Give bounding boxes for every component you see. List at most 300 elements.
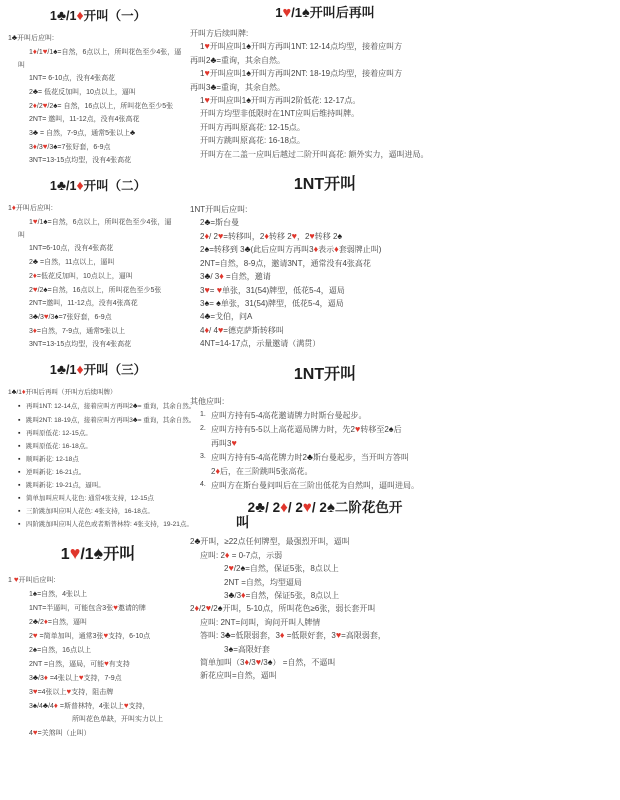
spade-icon: ♠: [216, 297, 221, 308]
line-text: 1♣开叫后应叫:: [8, 33, 54, 42]
line-text: 1♥/1♠=自然，6点以上，所叫花色至少4张，逼: [29, 217, 172, 226]
line-text: 应叫: 2♦ = 0-7点，示弱: [200, 549, 283, 560]
club-icon: ♣: [32, 312, 39, 321]
line-text: 1♠=自然，4张以上: [29, 589, 88, 598]
text-line: [190, 67, 460, 80]
diamond-icon: ♦: [264, 230, 269, 241]
heart-icon: ♥: [78, 673, 84, 682]
heart-icon: ♥: [43, 312, 49, 321]
text-line: [190, 121, 460, 134]
heart-icon: ♥: [309, 230, 315, 241]
line-text: 逆叫新花: 16-21点。: [26, 469, 86, 476]
line-text: 2♥/2♠=自然，16点以上，所叫花色至少5张: [29, 285, 162, 294]
heart-icon: ♥: [335, 630, 342, 641]
spade-icon: ♠: [53, 47, 58, 56]
diamond-icon: ♦: [279, 630, 285, 641]
numbered-line: [190, 408, 460, 422]
section-title: [8, 360, 188, 378]
diamond-icon: ♦: [224, 549, 230, 560]
list-number: 1.: [200, 410, 206, 418]
spade-icon: ♠: [217, 603, 223, 614]
heart-icon: ♥: [42, 142, 48, 151]
line-text: 2NT=自然，8-9点，邀请3NT，通常没有4张高花: [200, 258, 371, 268]
text-line: [8, 324, 188, 338]
text-line: [190, 616, 460, 629]
bullet-line: [8, 479, 188, 492]
club-icon: ♣: [307, 452, 313, 463]
club-icon: ♣: [130, 128, 136, 137]
line-text: 4NT=14-17点，示量邀请（满贯）: [200, 339, 321, 349]
club-icon: ♣: [244, 244, 251, 255]
line-text: 跳叫原低花: 16-18点。: [26, 443, 92, 450]
club-icon: ♣: [56, 7, 67, 23]
list-number: 3.: [200, 453, 206, 461]
line-text: 4♣=戈伯，问A: [200, 311, 253, 322]
line-text: 开叫方在二盖一应叫后越过二阶开叫高花: 额外实力，逼叫进局。: [200, 149, 429, 159]
text-line: [8, 713, 188, 726]
line-text: 1NT= 6-10点，没有4张高花: [29, 75, 116, 82]
heart-icon: ♥: [32, 687, 38, 696]
spade-icon: ♠: [246, 95, 251, 106]
line-text: 1NT=6-10点，没有4张高花: [29, 245, 114, 252]
line-text: 开叫方均型非低限时在1NT应叫后维持叫牌。: [200, 109, 360, 119]
line-text: 再叫原低花: 12-15点。: [26, 430, 92, 437]
diamond-icon: ♦: [280, 499, 288, 517]
line-text: 答叫: 3♣=低限弱套，3♦ =低限好套，3♥=高限弱套，: [200, 630, 386, 641]
line-text: 应叫方持有5-4高花邀请牌力时斯台曼起步。: [211, 410, 367, 420]
text-line: [190, 94, 460, 107]
text-line: [190, 669, 460, 682]
text-line: [190, 337, 460, 350]
heart-icon: ♥: [282, 5, 292, 21]
line-text: 跳叫新花: 19-21点，逼叫。: [26, 482, 105, 489]
spade-icon: ♠: [267, 657, 273, 668]
section-open-1h-1s: [8, 541, 188, 740]
text-line: [190, 297, 460, 310]
section-open-1nt-other: [190, 361, 460, 493]
bullet-line: [8, 427, 188, 440]
text-line: [190, 27, 460, 40]
text-line: [8, 615, 188, 629]
line-text: 1♦/1♥/1♠=自然，6点以上，所叫花色至少4张，逼: [29, 47, 182, 56]
line-text: 3♥= ♥单张，31(54)牌型，低花5-4，逼局: [200, 284, 345, 295]
heart-icon: ♥: [69, 543, 81, 563]
club-icon: ♣: [132, 401, 138, 410]
club-icon: ♣: [32, 673, 39, 682]
heart-icon: ♥: [66, 687, 72, 696]
bullet-line: [8, 466, 188, 479]
club-icon: ♣: [11, 33, 18, 42]
line-text: 应叫方持有5-5以上高花逼局牌力时，先2♥转移至2♠后: [211, 424, 402, 435]
line-text: 2NT= 邀叫，11-12点，没有4张高花: [29, 116, 140, 123]
text-line: [190, 310, 460, 323]
text-line: [8, 699, 188, 713]
section-open-1nt: [190, 171, 460, 350]
line-text: 3♦/3♥/3♠=7张好套，6-9点: [29, 142, 111, 151]
line-text: 1♣/1♦开叫后再叫（开叫方后续叫牌）: [8, 387, 117, 396]
line-text: 3♣/3♥/3♠=7张好套，6-9点: [29, 312, 112, 321]
text-line: [190, 230, 460, 243]
text-line: [190, 562, 460, 575]
section-title-line: 1♥/1♠开叫后再叫: [275, 5, 375, 21]
line-text: 3♣/ 3♦ =自然，邀请: [200, 271, 271, 282]
spade-icon: ♠: [301, 5, 310, 21]
section-title: [190, 2, 460, 21]
section-title: [190, 500, 460, 530]
text-line: [8, 269, 188, 283]
text-line: [8, 215, 188, 229]
line-text: 2♠=自然，16点以上: [29, 645, 91, 654]
section-title-line: 1NT开叫: [293, 365, 357, 383]
spade-icon: ♠: [246, 68, 251, 79]
heart-icon: ♥: [205, 603, 212, 614]
line-text: 再叫3♣=重询，其余自然。: [190, 81, 286, 92]
text-line: [8, 338, 188, 351]
club-icon: ♣: [228, 590, 235, 600]
diamond-icon: ♦: [76, 7, 84, 23]
section-title: [190, 171, 460, 194]
diamond-icon: ♦: [32, 47, 37, 56]
spade-icon: ♠: [204, 244, 210, 255]
line-text: 2♣= 低花反加叫，10点以上，逼叫: [29, 87, 136, 96]
diamond-icon: ♦: [244, 657, 250, 668]
diamond-icon: ♦: [313, 244, 319, 255]
club-icon: ♣: [204, 311, 211, 322]
text-line: [8, 201, 188, 215]
heart-icon: ♥: [32, 728, 38, 737]
list-number: 4.: [200, 480, 206, 488]
spade-icon: ♠: [32, 645, 38, 654]
text-line: [8, 242, 188, 255]
line-text: 1♥开叫应叫1♠开叫方再叫2NT: 18-19点均型，接着应叫方: [200, 68, 403, 79]
text-line: [190, 243, 460, 256]
heart-icon: ♥: [42, 47, 48, 56]
text-line: [190, 107, 460, 120]
bullet-line: [8, 399, 196, 413]
text-line: [8, 283, 188, 297]
diamond-icon: ♦: [53, 701, 58, 710]
heart-icon: ♥: [217, 324, 224, 335]
heart-icon: ♥: [204, 41, 210, 52]
club-icon: ♣: [32, 87, 39, 96]
heart-icon: ♥: [204, 95, 210, 106]
heart-icon: ♥: [32, 631, 38, 640]
numbered-line: [190, 478, 460, 492]
club-icon: ♣: [210, 54, 217, 65]
line-text: 3NT=13-15点均型，没有4张高花: [29, 157, 132, 164]
heart-icon: ♥: [231, 437, 237, 448]
heart-icon: ♥: [291, 230, 297, 241]
club-icon: ♣: [204, 217, 211, 228]
list-number: 2.: [200, 425, 206, 433]
text-line: [190, 284, 460, 297]
text-line: [8, 99, 188, 113]
spade-icon: ♠: [246, 41, 251, 52]
club-icon: ♣: [132, 415, 138, 424]
bullet-line: [8, 440, 188, 453]
club-icon: ♣: [204, 271, 211, 282]
text-line: [8, 310, 188, 324]
line-text: 叫: [18, 62, 25, 69]
spade-icon: ♠: [43, 285, 48, 294]
text-line: [8, 113, 188, 126]
line-text: 3♦=自然，7-9点，通常5张以上: [29, 326, 126, 335]
text-line: [190, 81, 460, 94]
diamond-icon: ♦: [219, 271, 224, 282]
club-icon: ♣: [11, 387, 17, 396]
text-line: [8, 126, 188, 140]
text-line: [190, 148, 460, 161]
heart-icon: ♥: [104, 659, 109, 668]
line-text: 开叫方后续叫牌:: [190, 29, 249, 38]
section-title-line: 1♣/1♦开叫（二）: [49, 177, 147, 193]
heart-icon: ♥: [355, 424, 361, 435]
line-text: 4♥=关煞叫（止叫）: [29, 728, 91, 737]
left-column: [8, 0, 196, 740]
club-icon: ♣: [255, 499, 266, 517]
line-text: 2♦/ 2♥=转移叫，2♦转移 2♥，2♥转移 2♠: [200, 230, 343, 241]
heart-icon: ♥: [113, 603, 118, 612]
text-line: [190, 437, 460, 450]
line-text: 再叫3♥: [211, 437, 237, 448]
heart-icon: ♥: [32, 285, 38, 294]
line-text: 2♥/2♠=自然，保证5张，8点以上: [224, 563, 339, 574]
spade-icon: ♠: [32, 589, 38, 598]
heart-icon: ♥: [13, 575, 19, 584]
text-line: [8, 255, 188, 269]
diamond-icon: ♦: [215, 465, 221, 476]
text-line: [190, 40, 460, 53]
line-text: 2♣ =自然，11点以上，逼叫: [29, 257, 115, 266]
line-text: 简单加叫应叫人花色: 通常4张支持，12-15点: [26, 495, 154, 502]
text-line: [190, 589, 460, 602]
heart-icon: ♥: [216, 284, 223, 295]
diamond-icon: ♦: [194, 603, 200, 614]
section-title-line: 1NT开叫: [293, 176, 357, 194]
line-text: 2♣=斯台曼: [200, 217, 240, 228]
text-line: [190, 395, 460, 408]
text-line: [8, 297, 188, 310]
club-icon: ♣: [32, 617, 39, 626]
heart-icon: ♥: [302, 499, 312, 517]
text-line: [8, 140, 188, 154]
line-text: 应叫方持有5-4高花牌力时2♣斯台曼起步，当开叫方答叫: [211, 452, 409, 463]
line-text: 3♣/3♦ =4张以上♥支持，7-9点: [29, 673, 122, 682]
line-text: 3♣/3♦=自然，保证5张，8点以上: [224, 590, 340, 600]
text-line: [8, 45, 188, 59]
text-line: [190, 643, 460, 656]
heart-icon: ♥: [217, 230, 224, 241]
text-line: [190, 535, 460, 548]
diamond-icon: ♦: [43, 673, 48, 682]
section-title-line: 1♣/1♦开叫（三）: [49, 361, 147, 377]
line-text: 2♣开叫，≥22点任何牌型，最强烈开叫，逼叫: [190, 536, 350, 547]
text-line: [8, 31, 188, 45]
line-text: 再叫1NT: 12-14点，接着应叫方再叫2♣= 重询，其余自然。: [26, 401, 196, 410]
line-text: 3♠=高限好套: [224, 643, 270, 654]
heart-icon: ♥: [32, 217, 38, 226]
line-text: 所叫花色单缺，开叫实力以上: [72, 716, 163, 723]
diamond-icon: ♦: [334, 244, 339, 255]
spade-icon: ♠: [53, 101, 58, 110]
spade-icon: ♠: [326, 499, 335, 517]
text-line: [190, 216, 460, 229]
text-line: [8, 85, 188, 99]
spade-icon: ♠: [53, 142, 58, 151]
heart-icon: ♥: [123, 701, 129, 710]
text-line: [190, 656, 460, 669]
heart-icon: ♥: [204, 68, 210, 79]
text-line: [8, 685, 188, 699]
heart-icon: ♥: [103, 631, 109, 640]
heart-icon: ♥: [228, 563, 234, 574]
section-title: [8, 176, 188, 194]
text-line: [190, 576, 460, 589]
line-text: 3NT=13-15点均型，没有4张高花: [29, 341, 132, 348]
line-text: 1♦开叫后应叫:: [8, 203, 53, 212]
text-line: [8, 154, 188, 167]
numbered-line: [190, 450, 460, 464]
text-line: [190, 270, 460, 283]
diamond-icon: ♦: [11, 203, 16, 212]
line-text: 2♦=低花反加叫，10点以上，逼叫: [29, 271, 133, 280]
text-line: [8, 72, 188, 85]
line-text: 其他应叫:: [190, 396, 225, 406]
text-line: [8, 726, 188, 740]
section-title-line: 2♣/ 2♦/ 2♥/ 2♠二阶花色开: [247, 499, 403, 517]
spade-icon: ♠: [228, 643, 234, 654]
heart-icon: ♥: [204, 284, 210, 295]
text-line: [8, 573, 188, 587]
bullet-line: [8, 518, 193, 531]
bullet-line: [8, 453, 188, 466]
line-text: 1NT开叫后应叫:: [190, 205, 248, 215]
section-title-line: 1♥/1♠开叫: [60, 543, 136, 563]
diamond-icon: ♦: [204, 230, 210, 241]
line-text: 应叫方在斯台曼问叫后在三阶出低花为自然叫，逼叫进局。: [211, 480, 419, 490]
line-text: 3♣ = 自然，7-9点，通常5张以上♣: [29, 128, 136, 137]
line-text: 4♦/ 4♥=德克萨斯转移叫: [200, 324, 284, 335]
line-text: 3♠= ♠单张，31(54)牌型，低花5-4，逼局: [200, 297, 344, 308]
spade-icon: ♠: [337, 230, 343, 241]
diamond-icon: ♦: [204, 324, 210, 335]
line-text: 四阶跳加叫应叫人花色或者斯普林特: 4张支持，19-21点。: [26, 521, 193, 528]
text-line: [8, 229, 188, 242]
line-text: 顺叫新花: 12-18点: [26, 456, 79, 463]
diamond-icon: ♦: [76, 177, 84, 193]
line-text: 2♦后，在三阶跳叫5张高花。: [211, 465, 313, 476]
text-line: [190, 257, 460, 270]
line-text: 2NT =自然，均型逼局: [224, 577, 302, 587]
line-text: 2♠=转移到 3♣(此后应叫方再叫3♦表示♦套弱牌止叫): [200, 244, 382, 255]
text-line: [8, 59, 188, 72]
section-open-1c-1d-part1: [8, 6, 188, 167]
text-line: [190, 549, 460, 562]
text-line: [190, 203, 460, 216]
line-text: 2♦/2♥/2♠= 自然，16点以上，所叫花色至少5张: [29, 101, 174, 110]
spade-icon: ♠: [240, 563, 246, 574]
text-line: [8, 643, 188, 657]
diamond-icon: ♦: [32, 142, 37, 151]
section-title: [8, 6, 188, 24]
heart-icon: ♥: [255, 657, 262, 668]
numbered-line: [190, 422, 460, 436]
spade-icon: ♠: [93, 543, 104, 563]
line-text: 1♥开叫应叫1♠开叫方再叫2阶低花: 12-17点。: [200, 95, 361, 106]
section-title-line: 1♣/1♦开叫（一）: [49, 7, 147, 23]
club-icon: ♣: [210, 81, 217, 92]
section-open-1c-1d-part2: [8, 176, 188, 351]
spade-icon: ♠: [204, 297, 210, 308]
club-icon: ♣: [56, 177, 67, 193]
section-title: [8, 541, 188, 564]
text-line: [190, 324, 460, 337]
line-text: 再叫2♣=重询，其余自然。: [190, 54, 286, 65]
spade-icon: ♠: [43, 217, 48, 226]
text-line: [8, 671, 188, 685]
line-text: 2NT=邀叫，11-12点，没有4张高花: [29, 300, 138, 307]
line-text: 开叫方再叫原高花: 12-15点。: [200, 122, 305, 132]
spade-icon: ♠: [32, 701, 38, 710]
line-text: 2♥ =简单加叫，通常3张♥支持，6-10点: [29, 631, 151, 640]
section-open-two-level: [190, 500, 460, 682]
text-line: [8, 587, 188, 601]
club-icon: ♣: [224, 630, 231, 641]
bullet-line: [8, 492, 188, 505]
right-column: [190, 0, 460, 683]
text-line: [190, 629, 460, 642]
diamond-icon: ♦: [21, 387, 26, 396]
text-line: [190, 602, 460, 615]
text-line: [8, 601, 188, 615]
diamond-icon: ♦: [32, 101, 37, 110]
club-icon: ♣: [56, 361, 67, 377]
line-text: 2NT =自然，逼局，可能♥有支持: [29, 659, 130, 668]
line-text: 跳叫2NT: 18-19点，接着应叫方再叫3♣= 重询，其余自然。: [26, 415, 196, 424]
section-title-line: 叫: [236, 515, 250, 531]
diamond-icon: ♦: [32, 326, 37, 335]
line-text: 叫: [18, 232, 25, 239]
line-text: 1NT=半逼叫，可能包含3张♥邀请的牌: [29, 603, 146, 612]
line-text: 1 ♥开叫后应叫:: [8, 575, 56, 584]
text-line: [8, 629, 188, 643]
line-text: 1♥开叫应叫1♠开叫方再叫1NT: 12-14点均型，接着应叫方: [200, 41, 403, 52]
line-text: 三阶跳加叫应叫人花色: 4张支持，16-18点。: [26, 508, 154, 515]
club-icon: ♣: [32, 257, 39, 266]
spade-icon: ♠: [388, 424, 394, 435]
bullet-line: [8, 413, 196, 427]
line-text: 2♣/2♦=自然，逼叫: [29, 617, 87, 626]
club-icon: ♣: [42, 701, 49, 710]
text-line: [190, 465, 460, 478]
line-text: 简单加叫（3♦/3♥/3♠） =自然，不逼叫: [200, 657, 336, 668]
diamond-icon: ♦: [241, 590, 246, 600]
line-text: 开叫方跳叫原高花: 16-18点。: [200, 136, 305, 146]
section-rebid-after-1h-1s: [190, 2, 460, 161]
line-text: 2♦/2♥/2♠开叫，5-10点，所叫花色≥6张，弱长套开叫: [190, 603, 376, 614]
club-icon: ♣: [32, 128, 39, 137]
text-line: [8, 385, 188, 399]
text-line: [8, 657, 188, 671]
diamond-icon: ♦: [76, 361, 84, 377]
diamond-icon: ♦: [43, 617, 48, 626]
line-text: 新花应叫=自然，逼叫: [200, 671, 277, 681]
club-icon: ♣: [194, 536, 201, 547]
line-text: 3♥=4张以上♥支持，阻击牌: [29, 687, 114, 696]
line-text: 3♠/4♣/4♦ =斯普林特，4张以上♥支持，: [29, 701, 150, 710]
diamond-icon: ♦: [32, 271, 37, 280]
spade-icon: ♠: [54, 312, 59, 321]
